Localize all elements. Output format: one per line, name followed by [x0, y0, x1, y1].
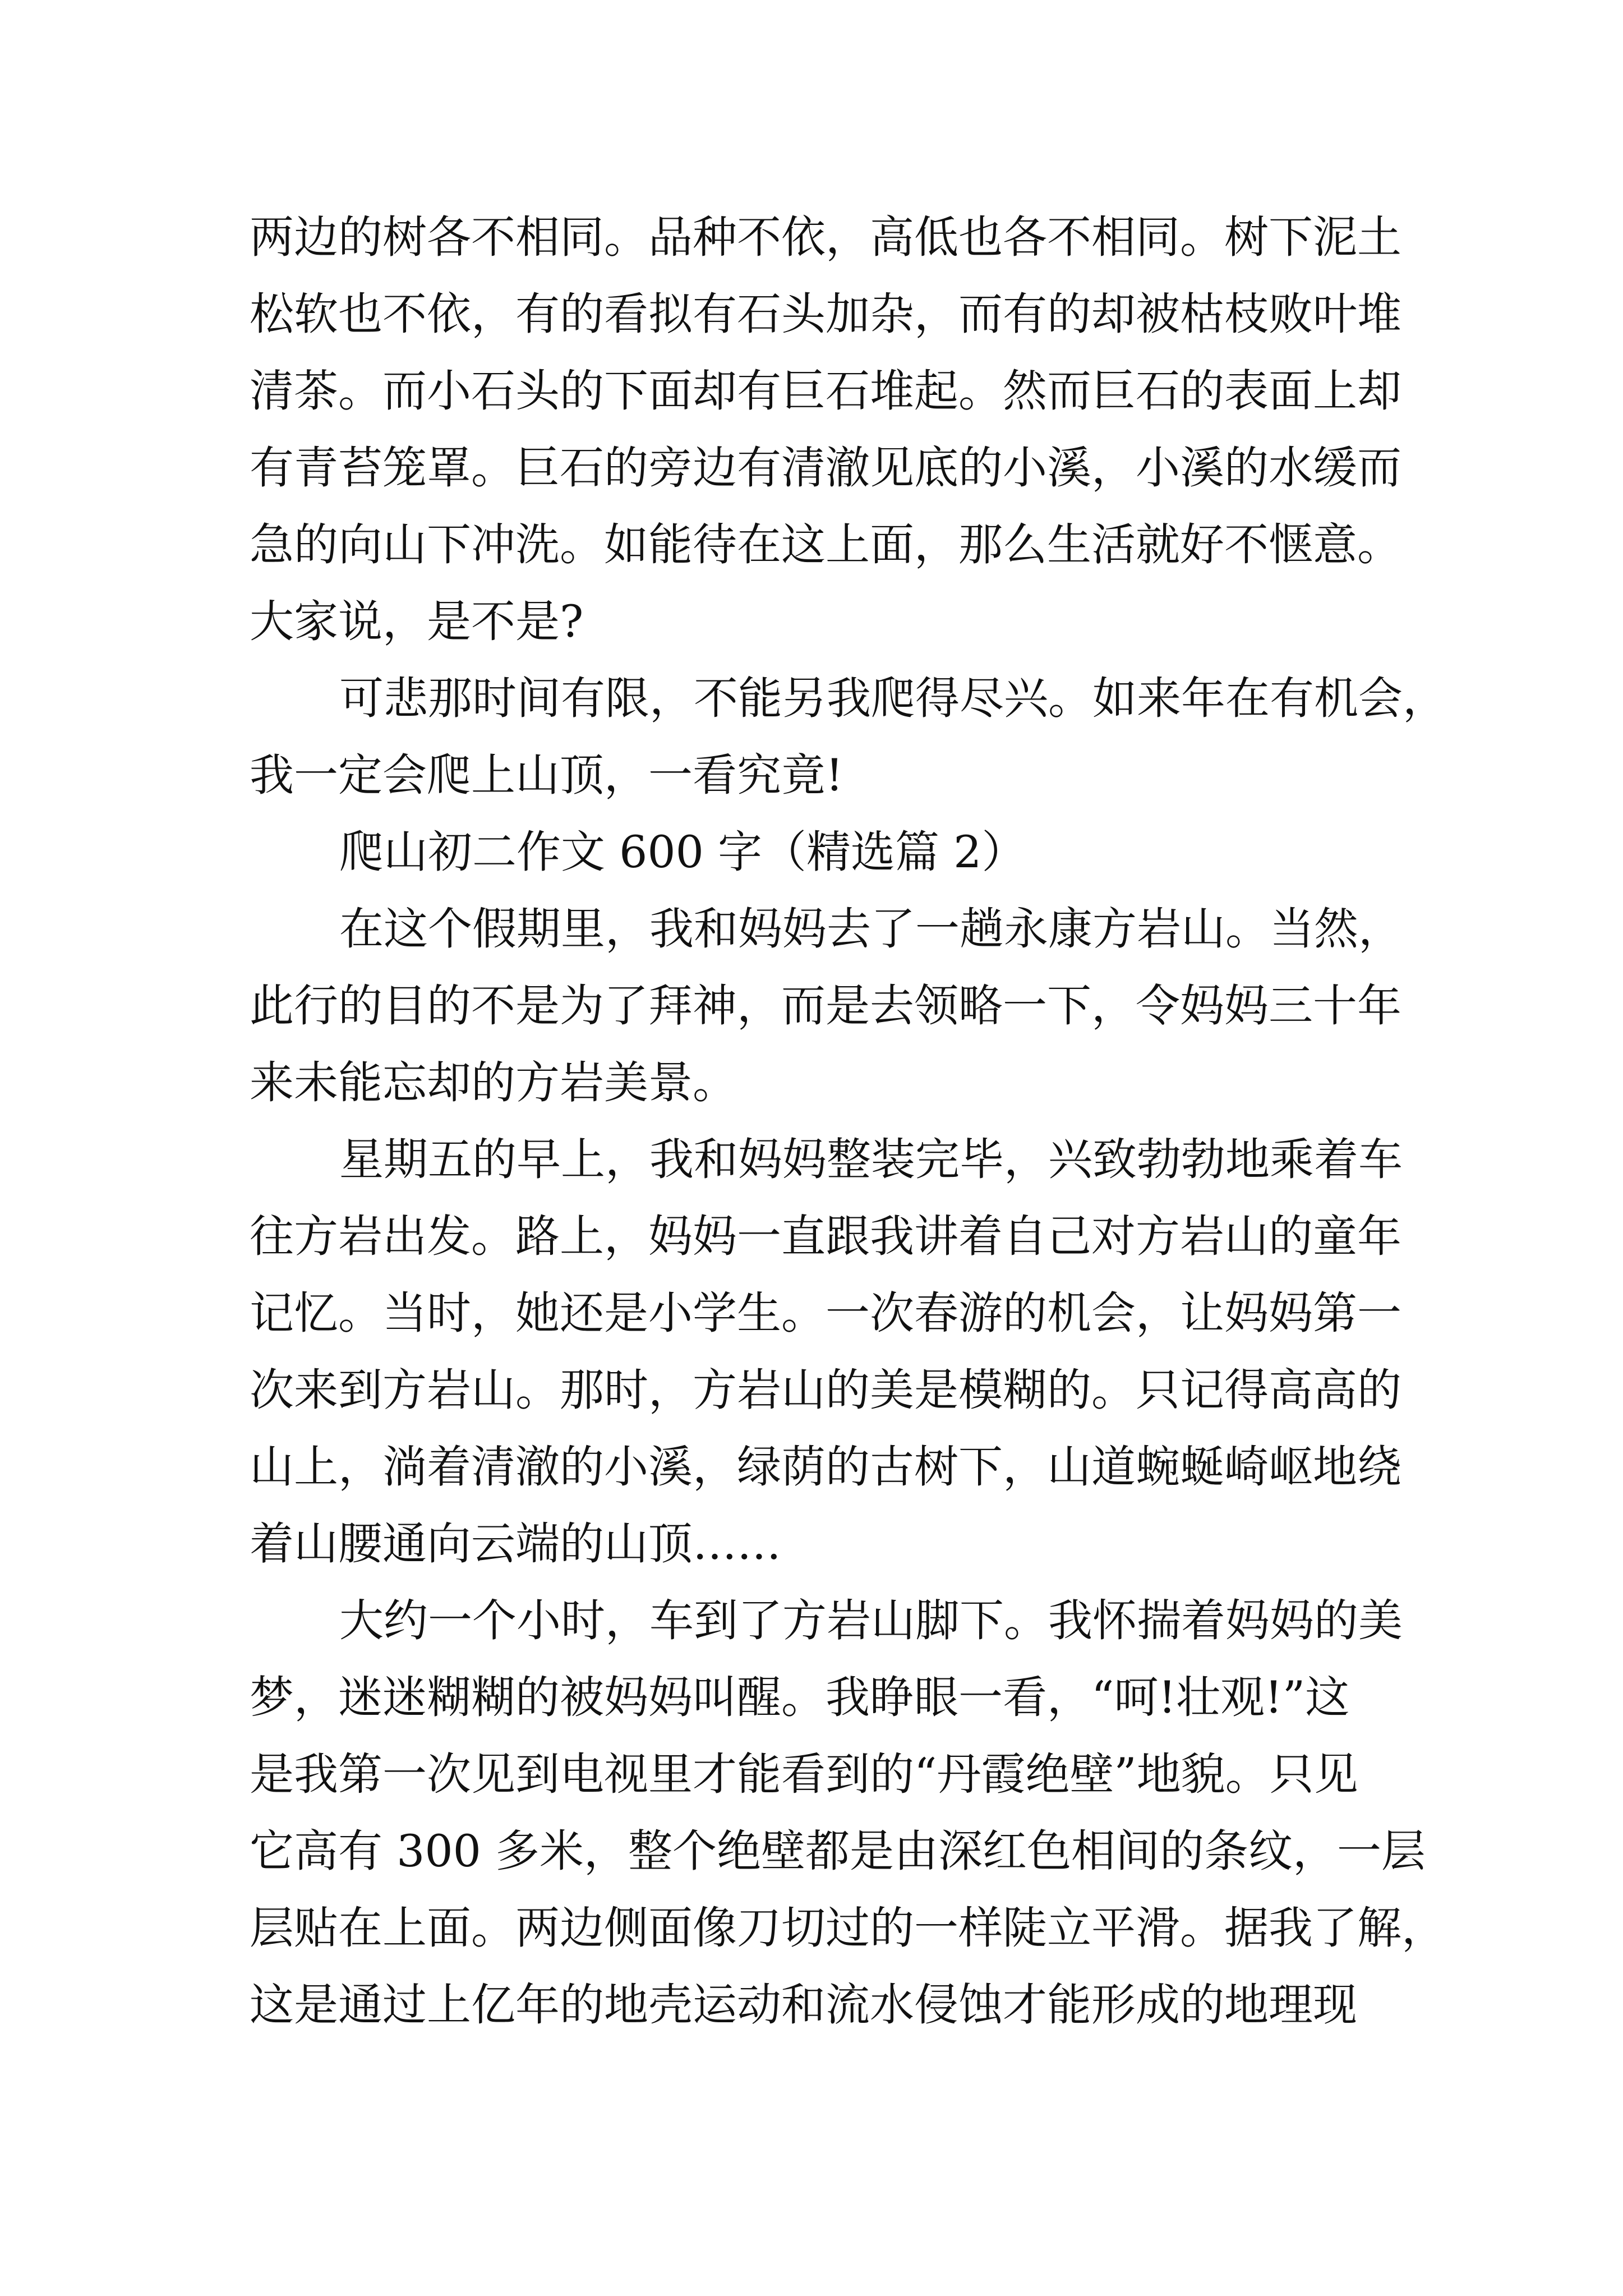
text-line: 有青苔笼罩。巨石的旁边有清澈见底的小溪，小溪的水缓而 [250, 442, 1401, 494]
text-line: 来未能忘却的方岩美景。 [250, 1057, 737, 1108]
text-line: 往方岩出发。路上，妈妈一直跟我讲着自己对方岩山的童年 [250, 1211, 1401, 1262]
text-line: 次来到方岩山。那时，方岩山的美是模糊的。只记得高高的 [250, 1364, 1401, 1416]
text-line: 这是通过上亿年的地壳运动和流水侵蚀才能形成的地理现 [250, 1979, 1357, 2031]
text-line: 山上，淌着清澈的小溪，绿荫的古树下，山道蜿蜒崎岖地绕 [250, 1441, 1401, 1493]
text-line: 它高有 300 多米，整个绝壁都是由深红色相间的条纹，一层 [250, 1825, 1426, 1877]
paragraph-first-line: 可悲那时间有限，不能另我爬得尽兴。如来年在有机会， [339, 673, 1447, 724]
text-line: 层贴在上面。两边侧面像刀切过的一样陡立平滑。据我了解， [250, 1902, 1446, 1954]
text-line: 此行的目的不是为了拜神，而是去领略一下，令妈妈三十年 [250, 980, 1401, 1032]
text-line: 记忆。当时，她还是小学生。一次春游的机会，让妈妈第一 [250, 1287, 1401, 1339]
text-line: 大家说，是不是? [250, 596, 584, 647]
text-line: 松软也不依，有的看拟有石头加杂，而有的却被枯枝败叶堆 [250, 288, 1401, 340]
paragraph-first-line: 星期五的早上，我和妈妈整装完毕，兴致勃勃地乘着车 [339, 1134, 1403, 1185]
text-line: 着山腰通向云端的山顶…… [250, 1518, 781, 1570]
section-heading: 爬山初二作文 600 字（精选篇 2） [339, 826, 1026, 878]
text-line: 清茶。而小石头的下面却有巨石堆起。然而巨石的表面上却 [250, 365, 1401, 417]
text-line: 梦，迷迷糊糊的被妈妈叫醒。我睁眼一看，“呵!壮观!”这 [250, 1672, 1350, 1723]
text-line: 急的向山下冲洗。如能待在这上面，那么生活就好不惬意。 [250, 519, 1401, 570]
paragraph-first-line: 大约一个小时，车到了方岩山脚下。我怀揣着妈妈的美 [339, 1595, 1403, 1646]
text-line: 两边的树各不相同。品种不依，高低也各不相同。树下泥土 [250, 211, 1401, 263]
body-text [250, 199, 1447, 2044]
paragraph-first-line: 在这个假期里，我和妈妈去了一趟永康方岩山。当然， [339, 903, 1403, 955]
text-line: 我一定会爬上山顶，一看究竟! [250, 749, 843, 801]
text-line: 是我第一次见到电视里才能看到的“丹霞绝壁”地貌。只见 [250, 1749, 1358, 1800]
